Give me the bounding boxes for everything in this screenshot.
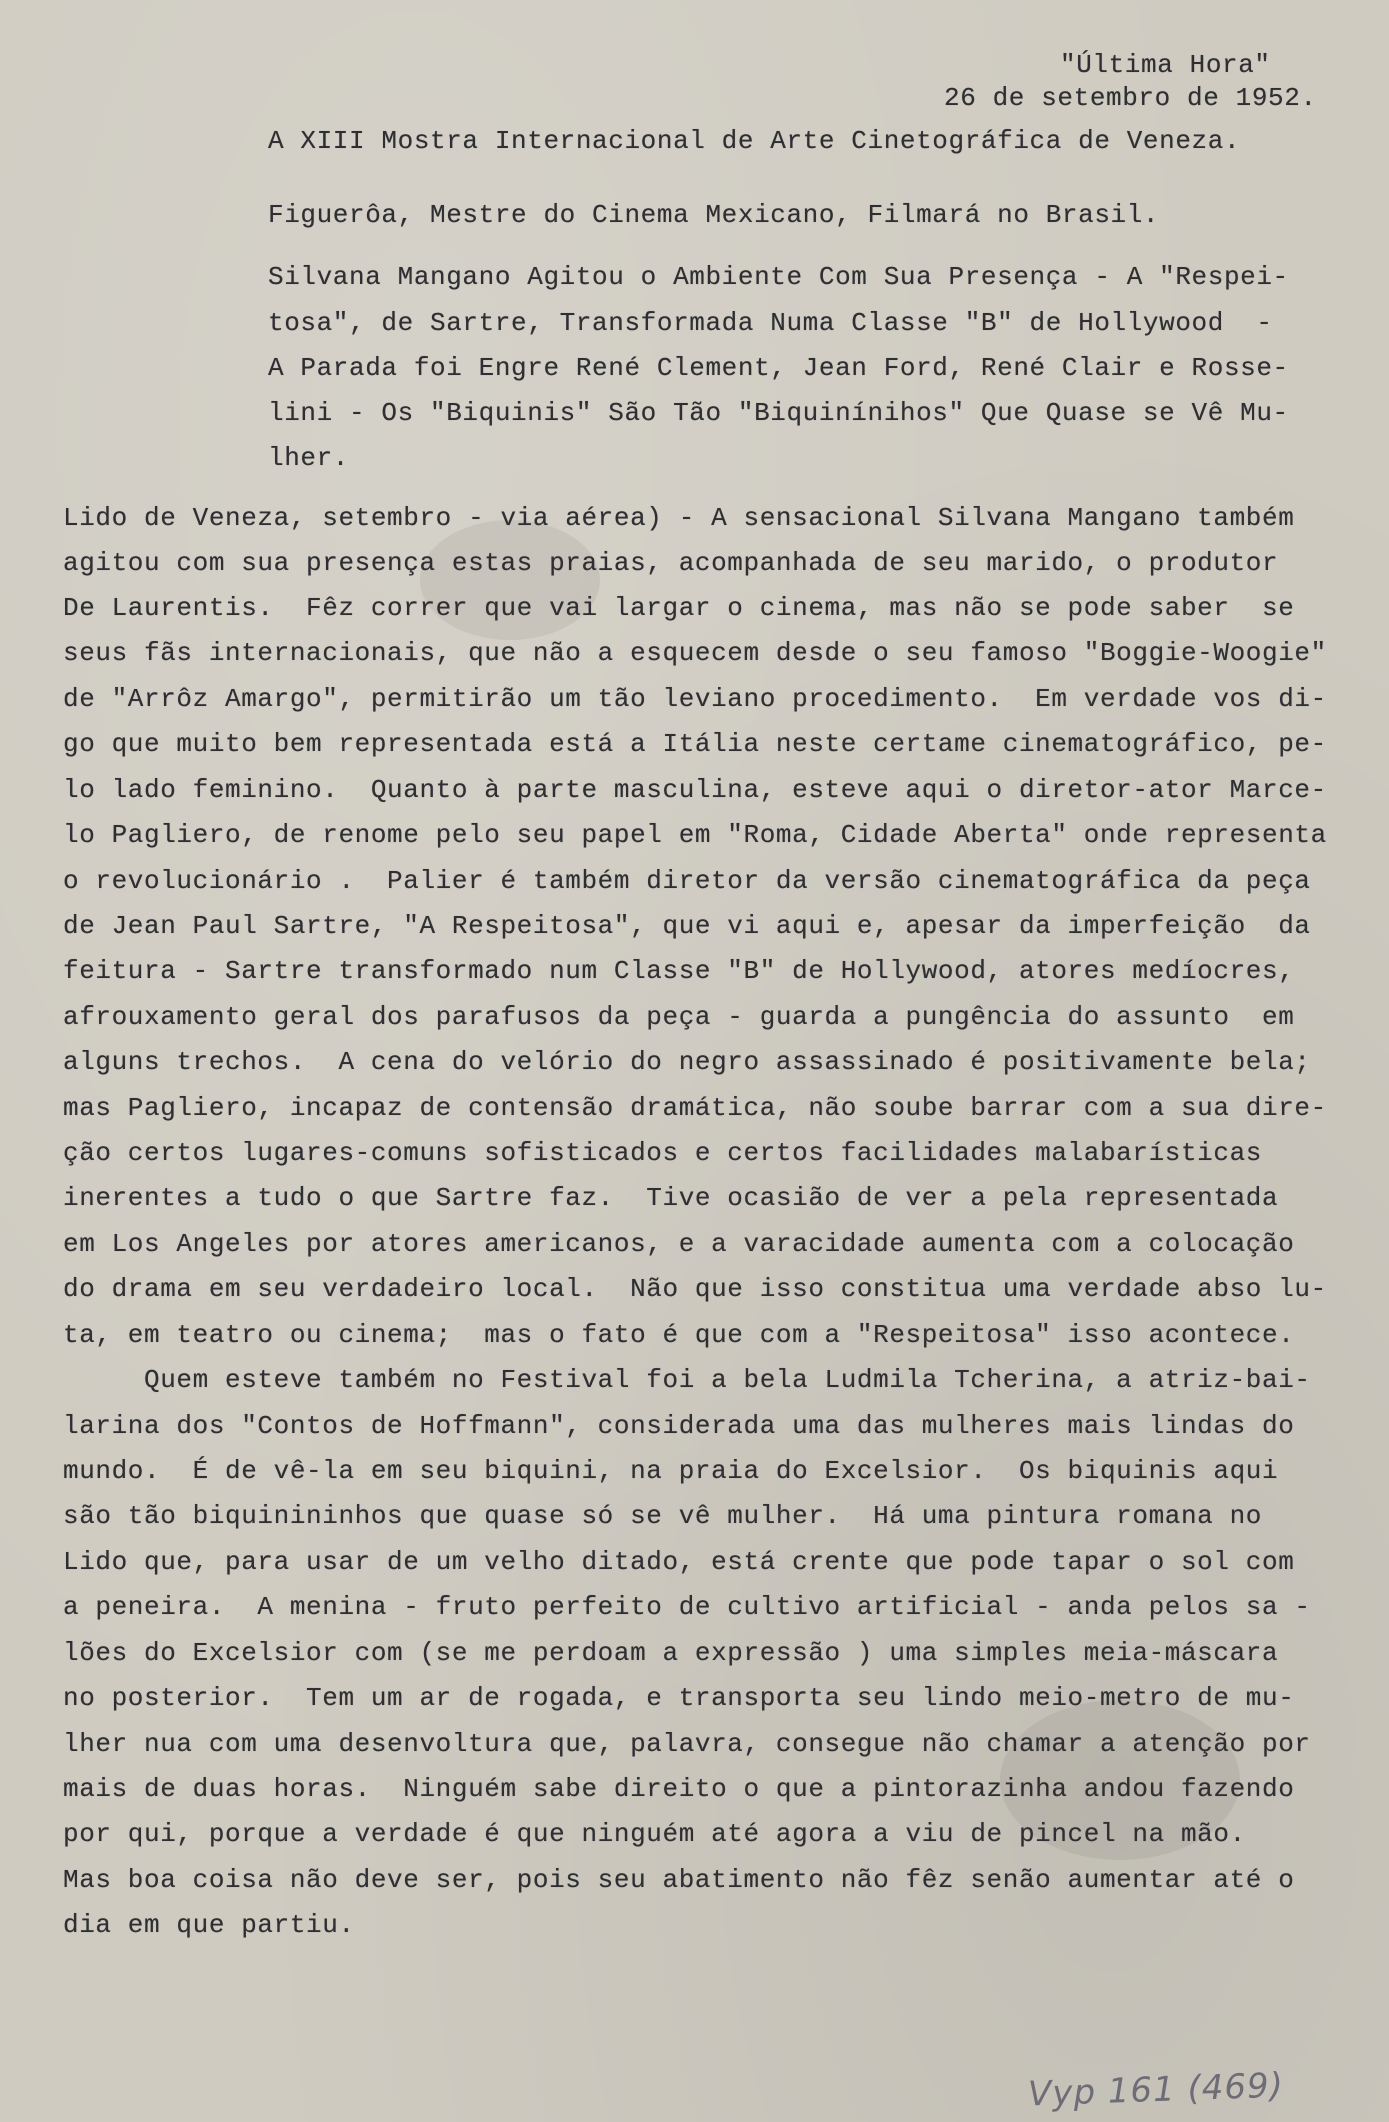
body-line: lher nua com uma desenvoltura que, palavra, consegue não chamar a atenção por <box>63 1729 1311 1759</box>
body-line: agitou com sua presença estas praias, acompanhada de seu marido, o produtor <box>63 548 1279 578</box>
summary-line: tosa", de Sartre, Transformada Numa Classe "B" de Hollywood - <box>268 308 1273 338</box>
body-line: Quem esteve também no Festival foi a bela Ludmila Tcherina, a atriz-bai- <box>63 1365 1311 1395</box>
body-line: lo Pagliero, de renome pelo seu papel em "Roma, Cidade Aberta" onde representa <box>63 820 1327 850</box>
body-line: Mas boa coisa não deve ser, pois seu abatimento não fêz senão aumentar até o <box>63 1865 1295 1895</box>
body-line: lões do Excelsior com (se me perdoam a expressão ) uma simples meia-máscara <box>63 1638 1279 1668</box>
body-line: de "Arrôz Amargo", permitirão um tão leviano procedimento. Em verdade vos di- <box>63 684 1327 714</box>
body-line: de Jean Paul Sartre, "A Respeitosa", que vi aqui e, apesar da imperfeição da <box>63 911 1311 941</box>
body-line: ção certos lugares-comuns sofisticados e certos facilidades malabarísticas <box>63 1138 1262 1168</box>
body-line: a peneira. A menina - fruto perfeito de cultivo artificial - anda pelos sa - <box>63 1592 1311 1622</box>
body-line: mas Pagliero, incapaz de contensão dramática, não soube barrar com a sua dire- <box>63 1093 1327 1123</box>
body-line: larina dos "Contos de Hoffmann", considerada uma das mulheres mais lindas do <box>63 1411 1295 1441</box>
body-line: Lido que, para usar de um velho ditado, está crente que pode tapar o sol com <box>63 1547 1295 1577</box>
body-line: afrouxamento geral dos parafusos da peça - guarda a pungência do assunto em <box>63 1002 1295 1032</box>
summary-line: Silvana Mangano Agitou o Ambiente Com Sua Presença - A "Respei- <box>268 262 1289 292</box>
body-line: dia em que partiu. <box>63 1910 355 1940</box>
body-line: lo lado feminino. Quanto à parte masculina, esteve aqui o diretor-ator Marce- <box>63 775 1327 805</box>
body-line: no posterior. Tem um ar de rogada, e transporta seu lindo meio-metro de mu- <box>63 1683 1295 1713</box>
body-line: alguns trechos. A cena do velório do negro assassinado é positivamente bela; <box>63 1047 1311 1077</box>
subheadline: Figuerôa, Mestre do Cinema Mexicano, Filmará no Brasil. <box>268 200 1160 230</box>
article-date: 26 de setembro de 1952. <box>944 83 1317 113</box>
body-line: seus fãs internacionais, que não a esquecem desde o seu famoso "Boggie-Woogie" <box>63 638 1327 668</box>
body-line: Lido de Veneza, setembro - via aérea) - A sensacional Silvana Mangano também <box>63 503 1295 533</box>
body-line: ta, em teatro ou cinema; mas o fato é que com a "Respeitosa" isso acontece. <box>63 1320 1295 1350</box>
newspaper-name: "Última Hora" <box>1060 50 1271 80</box>
body-line: por qui, porque a verdade é que ninguém até agora a viu de pincel na mão. <box>63 1819 1246 1849</box>
body-line: De Laurentis. Fêz correr que vai largar o cinema, mas não se pode saber se <box>63 593 1295 623</box>
body-line: são tão biquinininhos que quase só se vê mulher. Há uma pintura romana no <box>63 1501 1262 1531</box>
body-line: mais de duas horas. Ninguém sabe direito o que a pintorazinha andou fazendo <box>63 1774 1295 1804</box>
summary-line: lini - Os "Biquinis" São Tão "Biquinínihos" Que Quase se Vê Mu- <box>268 398 1289 428</box>
summary-line: lher. <box>268 443 350 473</box>
body-line: feitura - Sartre transformado num Classe "B" de Hollywood, atores medíocres, <box>63 956 1295 986</box>
body-line: do drama em seu verdadeiro local. Não que isso constitua uma verdade abso lu- <box>63 1274 1327 1304</box>
summary-line: A Parada foi Engre René Clement, Jean Ford, René Clair e Rosse- <box>268 353 1289 383</box>
body-line: mundo. É de vê-la em seu biquini, na praia do Excelsior. Os biquinis aqui <box>63 1456 1279 1486</box>
body-line: go que muito bem representada está a Itália neste certame cinematográfico, pe- <box>63 729 1327 759</box>
body-line: o revolucionário . Palier é também diretor da versão cinematográfica da peça <box>63 866 1311 896</box>
body-line: inerentes a tudo o que Sartre faz. Tive ocasião de ver a pela representada <box>63 1183 1279 1213</box>
handwritten-folio-note: Vyp 161 (469) <box>1027 2065 1285 2115</box>
body-line: em Los Angeles por atores americanos, e a varacidade aumenta com a colocação <box>63 1229 1295 1259</box>
headline: A XIII Mostra Internacional de Arte Cinetográfica de Veneza. <box>268 126 1241 156</box>
